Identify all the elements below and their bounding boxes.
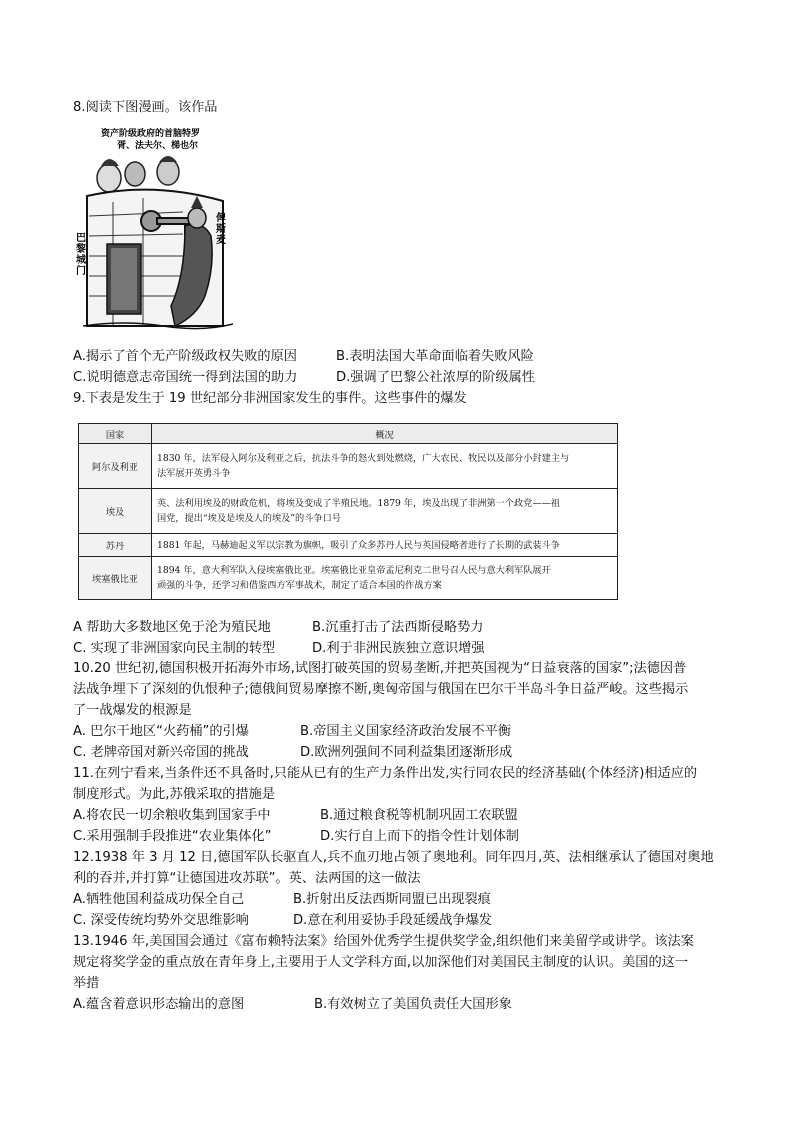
q8-stem: 8.阅读下图漫画。该作品	[73, 100, 218, 115]
events-table	[78, 423, 618, 600]
q10-option-a[interactable]: A. 巴尔干地区“火药桶”的引爆	[73, 724, 249, 739]
table-row	[79, 534, 618, 557]
q11-option-c[interactable]: C.采用强制手段推进“农业集体化”	[73, 829, 272, 844]
q10-line-1: 10.20 世纪初,德国积极开拓海外市场,试图打破英国的贸易垄断,并把英国视为“日益衰落的国家”;法德因普	[73, 661, 687, 676]
cartoon-label-right: 俾斯麦	[216, 213, 226, 246]
q12-option-c[interactable]: C. 深受传统均势外交思维影响	[73, 913, 249, 928]
q11-line-2: 制度形式。为此,苏俄采取的措施是	[73, 787, 276, 802]
overview-line: 法军展开英勇斗争	[157, 468, 231, 479]
q12-option-b[interactable]: B.折射出反法西斯同盟已出现裂痕	[293, 892, 491, 907]
q11-option-b[interactable]: B.通过粮食税等机制巩固工农联盟	[320, 808, 518, 823]
q9-stem: 9.下表是发生于 19 世纪部分非洲国家发生的事件。这些事件的爆发	[73, 391, 467, 406]
q10-option-c[interactable]: C. 老牌帝国对新兴帝国的挑战	[73, 745, 249, 760]
cartoon-image	[73, 126, 233, 336]
cartoon-caption-line2: 胥、法夫尔、梯也尔	[117, 141, 199, 151]
q9-option-d[interactable]: D.利于非洲民族独立意识增强	[312, 641, 485, 656]
q12-line-1: 12.1938 年 3 月 12 日,德国军队长驱直人,兵不血刃地占领了奥地利。同年四月,英、法相继承认了德国对奥地	[73, 850, 714, 865]
table-cell-overview	[152, 489, 618, 534]
overview-line: 英、法利用埃及的财政危机，将埃及变成了半殖民地。1879 年，埃及出现了非洲第一个政党——祖	[157, 498, 560, 509]
overview-line: 顽强的斗争，还学习和借鉴西方军事战术，制定了适合本国的作战方案	[157, 580, 442, 591]
table-cell-overview	[152, 444, 618, 489]
q10-option-d[interactable]: D.欧洲列强间不同利益集团逐渐形成	[300, 745, 513, 760]
q8-option-a[interactable]: A.揭示了首个无产阶级政权失败的原因	[73, 349, 297, 364]
table-row	[79, 489, 618, 534]
q12-option-a[interactable]: A.牺牲他国利益成功保全自己	[73, 892, 245, 907]
q11-line-1: 11.在列宁看来,当条件还不具备时,只能从已有的生产力条件出发,实行同农民的经济基础(个体经济)相适应的	[73, 766, 698, 781]
cartoon-caption-line1: 资产阶级政府的首脑特罗	[101, 129, 201, 139]
table-cell-overview	[152, 557, 618, 600]
overview-line: 1881 年起，马赫迪起义军以宗教为旗帜，吸引了众多苏丹人民与英国侵略者进行了长期的武装斗争	[157, 539, 560, 551]
q11-option-a[interactable]: A.将农民一切余粮收集到国家手中	[73, 808, 271, 823]
q13-line-2: 规定将奖学金的重点放在青年身上,主要用于人文学科方面,以加深他们对美国民主制度的认识。美国的这一	[73, 955, 689, 970]
table-cell-country: 埃塞俄比亚	[79, 557, 152, 600]
table-cell-overview	[152, 534, 618, 557]
table-cell-country: 埃及	[79, 489, 152, 534]
q8-option-c[interactable]: C.说明德意志帝国统一得到法国的助力	[73, 370, 298, 385]
q9-option-a[interactable]: A 帮助大多数地区免于沦为殖民地	[73, 620, 271, 635]
q13-line-3: 举措	[73, 976, 100, 991]
cartoon-label-left: 巴黎城门	[76, 233, 86, 277]
overview-line: 1894 年，意大利军队入侵埃塞俄比亚。埃塞俄比亚皇帝孟尼利克二世号召人民与意大利军队展开	[157, 565, 551, 576]
q13-option-a[interactable]: A.蕴含着意识形态输出的意图	[73, 997, 245, 1012]
q13-option-b[interactable]: B.有效树立了美国负责任大国形象	[314, 997, 512, 1012]
q10-option-b[interactable]: B.帝国主义国家经济政治发展不平衡	[300, 724, 512, 739]
table-header-overview: 概况	[152, 424, 618, 444]
q10-line-3: 了一战爆发的根源是	[73, 703, 192, 718]
q11-option-d[interactable]: D.实行自上而下的指令性计划体制	[320, 829, 519, 844]
q8-option-b[interactable]: B.表明法国大革命面临着失败风险	[336, 349, 534, 364]
q9-option-b[interactable]: B.沉重打击了法西斯侵略势力	[312, 620, 484, 635]
table-header-country: 国家	[79, 424, 152, 444]
q8-option-d[interactable]: D.强调了巴黎公社浓厚的阶级属性	[336, 370, 535, 385]
table-header-row	[79, 424, 618, 444]
q9-option-c[interactable]: C. 实现了非洲国家向民主制的转型	[73, 641, 276, 656]
q12-option-d[interactable]: D.意在利用妥协手段延缓战争爆发	[293, 913, 492, 928]
q13-line-1: 13.1946 年,美国国会通过《富布赖特法案》给国外优秀学生提供奖学金,组织他们来美留学或讲学。该法案	[73, 934, 694, 949]
overview-line: 1830 年，法军侵入阿尔及利亚之后，抗法斗争的怒火到处燃烧，广大农民、牧民以及部分小封建主与	[157, 453, 570, 464]
table-row	[79, 557, 618, 600]
table-cell-country: 苏丹	[79, 534, 152, 557]
q10-line-2: 法战争埋下了深刻的仇恨种子;德俄间贸易摩擦不断,奥匈帝国与俄国在巴尔干半岛斗争日益严峻。这些揭示	[73, 682, 689, 697]
table-row	[79, 444, 618, 489]
q12-line-2: 利的吞并,并打算“让德国进攻苏联”。英、法两国的这一做法	[73, 871, 421, 886]
table-cell-country: 阿尔及利亚	[79, 444, 152, 489]
overview-line: 国党，提出“埃及是埃及人的埃及”的斗争口号	[157, 513, 341, 524]
